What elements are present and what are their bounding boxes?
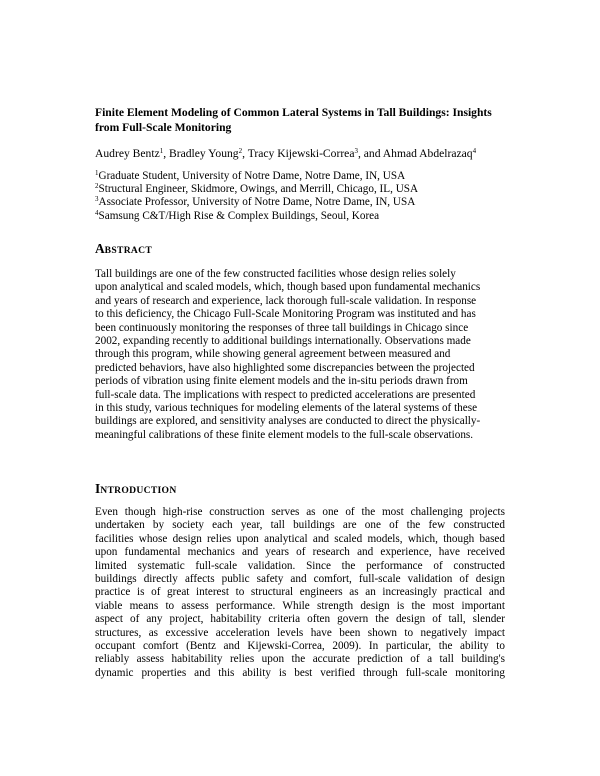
affiliation: $^4$Samsung C&T/High Rise & Complex Buildings, Seoul, Korea (95, 208, 380, 222)
text-line: to this deficiency, the Chicago Full-Scale Monitoring Program was instituted and has (95, 308, 476, 321)
introduction-heading: INTRODUCTION (95, 481, 177, 496)
text-line: practice is of great interest to structural engineers as an increasingly practical and (95, 586, 505, 599)
abstract-heading: ABSTRACT (95, 241, 153, 256)
author-list: Audrey Bentz$^1$, Bradley Young$^2$, Tracy Kijewski-Correa$^3$, and Ahmad Abdelrazaq$^4$ (95, 147, 477, 160)
text-line: viable means to assess performance. While strength design is the most important (95, 599, 505, 612)
text-line: structures, as excessive acceleration levels have been shown to negatively impact (95, 626, 505, 639)
text-line: reliably assess habitability relies upon the accurate prediction of a tall building's (95, 653, 505, 666)
text-line: aspect of any project, habitability criteria often govern the design of tall, slender (95, 613, 505, 626)
text-line: upon analytical and scaled models, which, though based upon fundamental mechanics (95, 281, 481, 294)
author: Audrey Bentz$^1$ (95, 147, 164, 160)
text-line: Tall buildings are one of the few constructed facilities whose design relies solely (95, 268, 456, 280)
text-line: meaningful calibrations of these finite element models to the full-scale observations. (95, 428, 474, 441)
affiliation: $^3$Associate Professor, University of Notre Dame, Notre Dame, IN, USA (95, 195, 416, 209)
text-line: through this program, while showing general agreement between measured and (95, 348, 451, 361)
affiliation-list (95, 170, 515, 223)
text-line: in this study, various techniques for modeling elements of the lateral systems of these (95, 402, 478, 415)
introduction-body (95, 506, 505, 680)
paper-title: Finite Element Modeling of Common Lateral Systems in Tall Buildings: Insights from Full-Scale Monitoring (95, 106, 492, 134)
text-line: 2002, expanding recently to additional buildings internationally. Observations made (95, 335, 471, 348)
text-line: occupant comfort (Bentz and Kijewski-Correa, 2009). In particular, the ability to (95, 640, 505, 653)
text-line: limited systematic full-scale validation. Since the performance of constructed (95, 559, 505, 572)
text-line: periods of vibration using finite element models and the in-situ periods drawn from (95, 375, 468, 388)
author: Ahmad Abdelrazaq$^4$ (382, 147, 477, 160)
text-line: Even though high-rise construction serves as one of the most challenging projects (95, 506, 505, 518)
text-line: buildings directly affects public safety and comfort, full-scale validation of design (95, 573, 505, 586)
text-line: upon fundamental mechanics and years of research and experience, have received (95, 546, 505, 559)
text-line: been continuously monitoring the responses of three tall buildings in Chicago since (95, 321, 469, 334)
text-line: predicted behaviors, have also highlighted some discrepancies between the projected (95, 361, 475, 374)
abstract-body (95, 268, 505, 442)
text-line: undertaken by society each year, tall buildings are one of the few constructed (95, 519, 505, 532)
affiliation: $^2$Structural Engineer, Skidmore, Owings, and Merrill, Chicago, IL, USA (95, 182, 419, 196)
text-line: facilities whose design relies upon analytical and scaled models, which, though based (95, 532, 505, 545)
author: Bradley Young$^2$ (169, 147, 243, 160)
text-line: and years of research and experience, lack thorough full-scale validation. In response (95, 294, 477, 307)
text-line: full-scale data. The implications with respect to predicted accelerations are presented (95, 388, 476, 401)
text-line: dynamic properties and this ability is best verified through full-scale monitoring (95, 666, 505, 679)
text-line: buildings are explored, and sensitivity analyses are conducted to direct the physically- (95, 415, 481, 428)
affiliation: $^1$Graduate Student, University of Notre Dame, Notre Dame, IN, USA (95, 169, 406, 182)
author: Tracy Kijewski-Correa$^3$ (247, 147, 358, 160)
